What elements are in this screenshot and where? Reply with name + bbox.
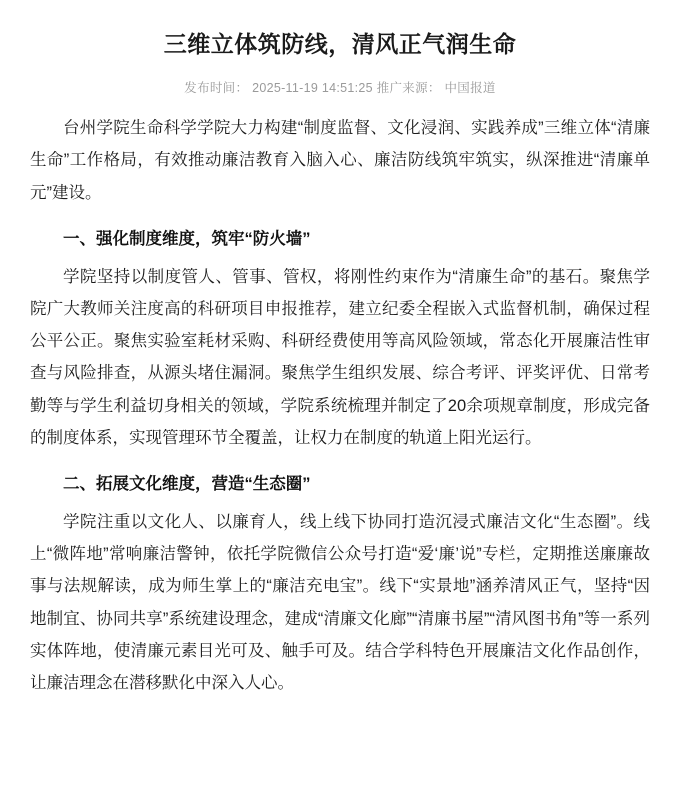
section-heading: 一、强化制度维度，筑牢“防火墙” xyxy=(63,229,311,248)
source-value[interactable]: 中国报道 xyxy=(444,81,496,96)
article-paragraph: 台州学院生命科学学院大力构建“制度监督、文化浸润、实践养成”三维立体“清廉生命”工作格局，有效推动廉洁教育入脑入心、廉洁防线筑牢筑实，纵深推进“清廉单元”建设。 xyxy=(30,119,650,202)
article-meta xyxy=(30,78,650,96)
source-label: 推广来源： xyxy=(376,81,441,96)
publish-time-label: 发布时间： xyxy=(184,81,249,96)
publish-time-value: 2025-11-19 14:51:25 xyxy=(252,81,373,96)
article-paragraph: 学院注重以文化人、以廉育人，线上线下协同打造沉浸式廉洁文化“生态圈”。线上“微阵地”常响廉洁警钟，依托学院微信公众号打造“爱‘廉’说”专栏，定期推送廉廉故事与法规解读，成为师生掌上的“廉洁充电宝”。线下“实景地”涵养清风正气，坚持“因地制宜、协同共享”系统建设理念，建成“清廉文化廊”“清廉书屋”“清风图书角”等一系列实体阵地，使清廉元素目光可及、触手可及。结合学科特色开展廉洁文化作品创作，让廉洁理念在潜移默化中深入人心。 xyxy=(30,513,650,692)
article-body xyxy=(30,112,650,699)
section-heading: 二、拓展文化维度，营造“生态圈” xyxy=(63,474,311,493)
article-paragraph: 学院坚持以制度管人、管事、管权，将刚性约束作为“清廉生命”的基石。聚焦学院广大教师关注度高的科研项目申报推荐，建立纪委全程嵌入式监督机制，确保过程公平公正。聚焦实验室耗材采购、科研经费使用等高风险领域，常态化开展廉洁性审查与风险排查，从源头堵住漏洞。聚焦学生组织发展、综合考评、评奖评优、日常考勤等与学生利益切身相关的领域，学院系统梳理并制定了20余项规章制度，形成完备的制度体系，实现管理环节全覆盖，让权力在制度的轨道上阳光运行。 xyxy=(30,267,650,447)
page-title: 三维立体筑防线，清风正气润生命 xyxy=(163,31,517,57)
